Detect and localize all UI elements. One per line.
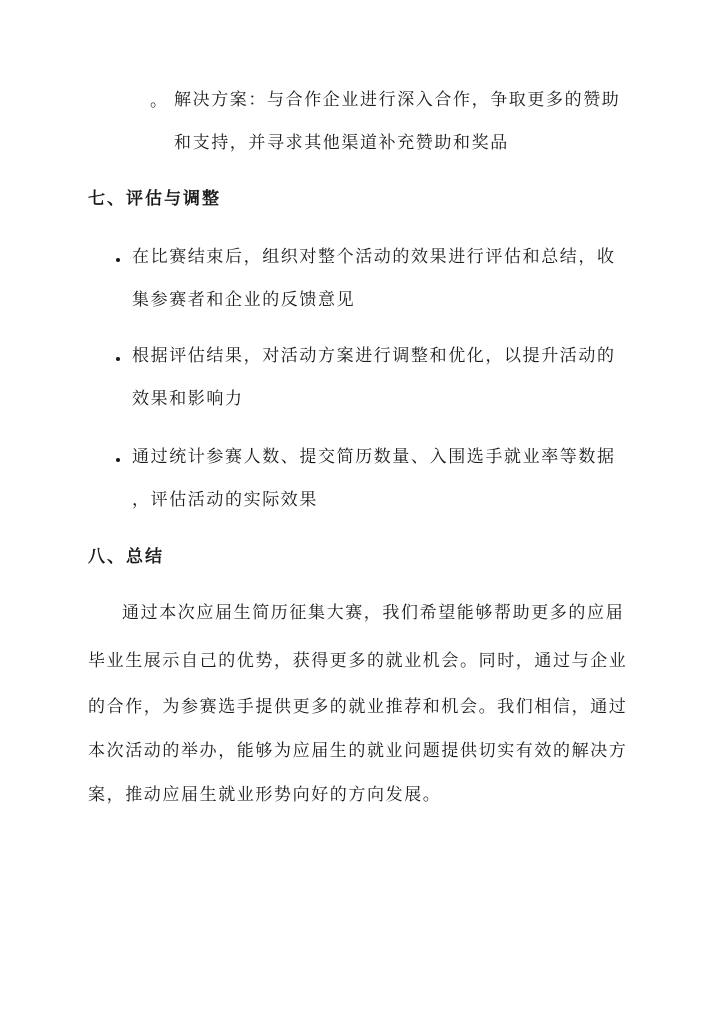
summary-line-2: 毕业生展示自己的优势，获得更多的就业机会。同时，通过与企业 <box>88 651 628 671</box>
bullet-2-line-2: 效果和影响力 <box>132 389 244 409</box>
summary-line-3: 的合作，为参赛选手提供更多的就业推荐和机会。我们相信，通过 <box>88 697 628 717</box>
bullet-3-line-2: ，评估活动的实际效果 <box>132 490 318 510</box>
bullet-3-line-1: 通过统计参赛人数、提交简历数量、入围选手就业率等数据 <box>132 447 616 467</box>
sub-item-marker: 。 <box>150 91 167 111</box>
sub-item-line-1: 解决方案：与合作企业进行深入合作，争取更多的赞助 <box>174 90 621 110</box>
bullet-dot <box>116 357 120 361</box>
bullet-dot <box>116 258 120 262</box>
section-8-heading: 八、总结 <box>88 547 164 567</box>
summary-line-4: 本次活动的举办，能够为应届生的就业问题提供切实有效的解决方 <box>88 741 628 761</box>
summary-line-1: 通过本次应届生简历征集大赛，我们希望能够帮助更多的应届 <box>122 603 625 623</box>
section-7-heading: 七、评估与调整 <box>88 189 221 209</box>
bullet-2-line-1: 根据评估结果，对活动方案进行调整和优化，以提升活动的 <box>132 346 616 366</box>
bullet-dot <box>116 458 120 462</box>
bullet-1-line-1: 在比赛结束后，组织对整个活动的效果进行评估和总结，收 <box>132 247 616 267</box>
bullet-1-line-2: 集参赛者和企业的反馈意见 <box>132 290 356 310</box>
summary-line-5: 案，推动应届生就业形势向好的方向发展。 <box>88 785 442 805</box>
sub-item-line-2: 和支持，并寻求其他渠道补充赞助和奖品 <box>174 133 509 153</box>
